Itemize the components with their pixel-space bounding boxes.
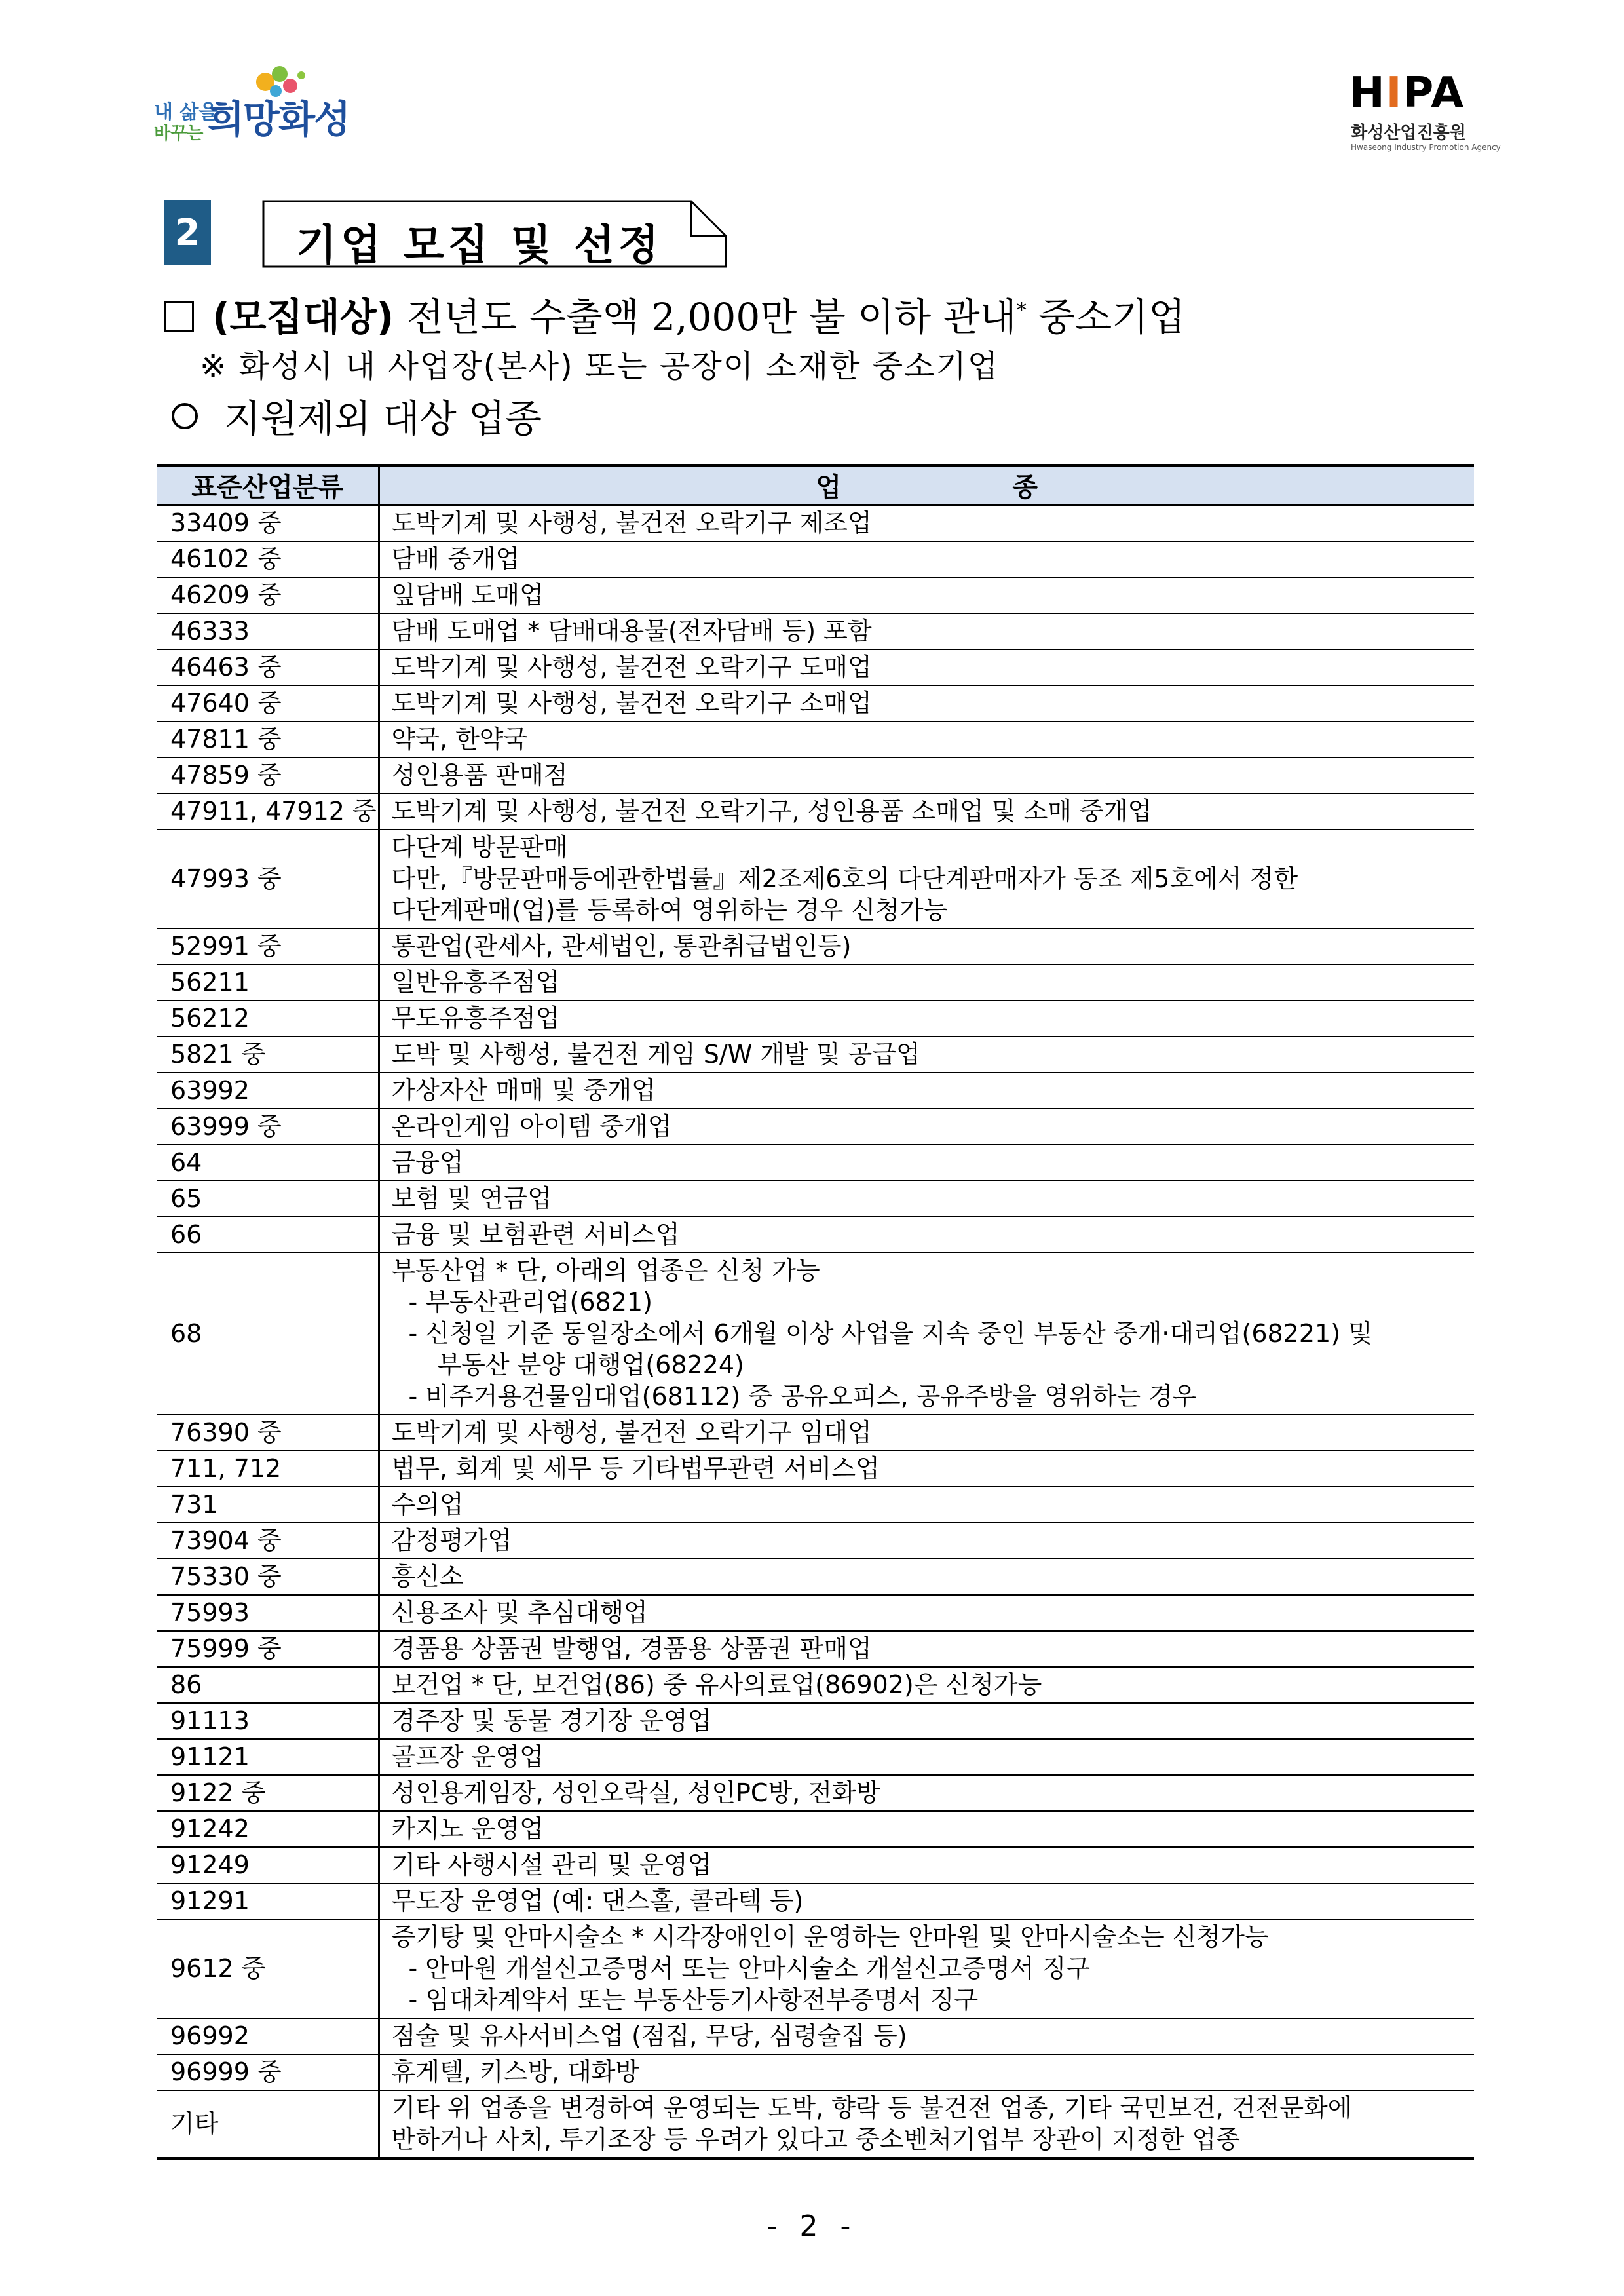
- description-line: 도박 및 사행성, 불건전 게임 S/W 개발 및 공급업: [391, 1040, 920, 1069]
- table-row: [157, 1181, 1474, 1217]
- industry-code: 75993: [157, 1595, 379, 1631]
- industry-code: 5821 중: [157, 1037, 379, 1073]
- description-line: 금융 및 보험관련 서비스업: [391, 1220, 680, 1249]
- description-line: 점술 및 유사서비스업 (점집, 무당, 심령술집 등): [391, 2021, 907, 2050]
- industry-code: 91113: [157, 1703, 379, 1739]
- industry-code: 47993 중: [157, 830, 379, 928]
- description-line: - 안마원 개설신고증명서 또는 안마시술소 개설신고증명서 징구: [408, 1954, 1091, 1983]
- industry-description: [379, 649, 1474, 685]
- description-line: 경품용 상품권 발행업, 경품용 상품권 판매업: [391, 1634, 872, 1663]
- industry-code: 47911, 47912 중: [157, 794, 379, 830]
- description-line: 도박기계 및 사행성, 불건전 오락기구 소매업: [391, 689, 872, 718]
- industry-description: [379, 1145, 1474, 1181]
- table-header-row: [157, 465, 1474, 505]
- description-line: - 부동산관리업(6821): [408, 1288, 652, 1316]
- table-row: [157, 649, 1474, 685]
- industry-description: [379, 1451, 1474, 1487]
- industry-description: [379, 1631, 1474, 1667]
- industry-code: 76390 중: [157, 1415, 379, 1451]
- industry-description: [379, 1523, 1474, 1559]
- description-line: 다만,『방문판매등에관한법률』제2조제6호의 다단계판매자가 동조 제5호에서 정한: [391, 864, 1298, 893]
- industry-description: [379, 2018, 1474, 2054]
- table-row: [157, 1451, 1474, 1487]
- industry-description: [379, 1883, 1474, 1919]
- industry-description: [379, 928, 1474, 965]
- exclusion-industry-table: [157, 464, 1474, 2160]
- description-line: 보건업 * 단, 보건업(86) 중 유사의료업(86902)은 신청가능: [391, 1670, 1042, 1699]
- table-row: [157, 721, 1474, 757]
- description-line: 신용조사 및 추심대행업: [391, 1598, 648, 1627]
- description-line: 법무, 회계 및 세무 등 기타법무관련 서비스업: [391, 1454, 880, 1483]
- table-row: [157, 757, 1474, 794]
- description-line: 담배 도매업 * 담배대용물(전자담배 등) 포함: [391, 617, 872, 645]
- industry-code: 68: [157, 1253, 379, 1415]
- industry-description: [379, 1181, 1474, 1217]
- table-row: [157, 1253, 1474, 1415]
- description-line: 무도장 운영업 (예: 댄스홀, 콜라텍 등): [391, 1886, 804, 1915]
- industry-description: [379, 541, 1474, 577]
- table-row: [157, 1109, 1474, 1145]
- industry-code: 75999 중: [157, 1631, 379, 1667]
- industry-code: 86: [157, 1667, 379, 1703]
- table-row: [157, 1883, 1474, 1919]
- industry-code: 73904 중: [157, 1523, 379, 1559]
- industry-code: 47811 중: [157, 721, 379, 757]
- description-line: 흥신소: [391, 1562, 464, 1591]
- industry-description: [379, 1559, 1474, 1595]
- exclusion-subheading: [172, 396, 542, 441]
- description-line: - 신청일 기준 동일장소에서 6개월 이상 사업을 지속 중인 부동산 중개·대리업(68221) 및: [408, 1319, 1372, 1348]
- industry-code: 46333: [157, 613, 379, 649]
- industry-description: [379, 1037, 1474, 1073]
- industry-description: [379, 965, 1474, 1001]
- industry-code: 731: [157, 1487, 379, 1523]
- industry-description: [379, 1667, 1474, 1703]
- industry-code: 63999 중: [157, 1109, 379, 1145]
- industry-code: 46209 중: [157, 577, 379, 613]
- table-row: [157, 1811, 1474, 1847]
- target-note: ※ 화성시 내 사업장(본사) 또는 공장이 소재한 중소기업: [200, 348, 1000, 385]
- description-line: 금융업: [391, 1148, 464, 1177]
- description-line: 부동산업 * 단, 아래의 업종은 신청 가능: [391, 1256, 820, 1285]
- description-line: 도박기계 및 사행성, 불건전 오락기구 임대업: [391, 1418, 872, 1447]
- description-line: 담배 중개업: [391, 545, 520, 573]
- table-row: [157, 541, 1474, 577]
- table-row: [157, 1667, 1474, 1703]
- industry-description: [379, 1253, 1474, 1415]
- industry-code: 91291: [157, 1883, 379, 1919]
- description-line: 성인용게임장, 성인오락실, 성인PC방, 전화방: [391, 1778, 880, 1807]
- table-row: [157, 928, 1474, 965]
- checkbox-icon: [164, 301, 194, 332]
- table-row: [157, 685, 1474, 721]
- industry-code: 711, 712: [157, 1451, 379, 1487]
- table-row: [157, 1487, 1474, 1523]
- description-line: 잎담배 도매업: [391, 581, 544, 609]
- description-line: - 임대차계약서 또는 부동산등기사항전부증명서 징구: [408, 1985, 979, 2014]
- subheading-text: 지원제외 대상 업종: [224, 396, 542, 441]
- industry-code: 9612 중: [157, 1919, 379, 2018]
- industry-description: [379, 830, 1474, 928]
- hwaseong-slogan-logo: [147, 62, 357, 151]
- logo-text-main: 희망화성: [208, 97, 350, 142]
- table-row: [157, 1775, 1474, 1811]
- hipa-subtitle: Hwaseong Industry Promotion Agency: [1351, 143, 1501, 152]
- industry-code: 65: [157, 1181, 379, 1217]
- description-line: 부동산 분양 대행업(68224): [437, 1350, 744, 1379]
- industry-description: [379, 1775, 1474, 1811]
- description-line: 증기탕 및 안마시술소 * 시각장애인이 운영하는 안마원 및 안마시술소는 신청가능: [391, 1923, 1269, 1951]
- description-line: 감정평가업: [391, 1526, 512, 1555]
- industry-description: [379, 1415, 1474, 1451]
- industry-description: [379, 2054, 1474, 2090]
- description-line: 경주장 및 동물 경기장 운영업: [391, 1706, 712, 1735]
- industry-description: [379, 505, 1474, 542]
- table-row: [157, 1631, 1474, 1667]
- target-text: 전년도 수출액 2,000만 불 이하 관내: [407, 295, 1017, 339]
- description-line: 기타 위 업종을 변경하여 운영되는 도박, 향락 등 불건전 업종, 기타 국민보건, 건전문화에: [391, 2094, 1352, 2122]
- table-row: [157, 1595, 1474, 1631]
- table-row: [157, 830, 1474, 928]
- industry-code: 56212: [157, 1001, 379, 1037]
- description-line: 다단계 방문판매: [391, 833, 568, 862]
- industry-code: 96999 중: [157, 2054, 379, 2090]
- table-row: [157, 1739, 1474, 1775]
- section-number: 2: [164, 200, 211, 265]
- industry-code: 96992: [157, 2018, 379, 2054]
- description-line: 기타 사행시설 관리 및 운영업: [391, 1850, 712, 1879]
- industry-description: [379, 1073, 1474, 1109]
- industry-code: 64: [157, 1145, 379, 1181]
- table-row: [157, 1145, 1474, 1181]
- industry-description: [379, 1919, 1474, 2018]
- description-line: 도박기계 및 사행성, 불건전 오락기구 제조업: [391, 508, 872, 537]
- industry-code: 46102 중: [157, 541, 379, 577]
- description-line: 수의업: [391, 1490, 464, 1519]
- hipa-mark: HIPA: [1350, 69, 1465, 117]
- page-number: - 2 -: [766, 2210, 858, 2243]
- description-line: 다단계판매(업)를 등록하여 영위하는 경우 신청가능: [391, 896, 948, 925]
- hipa-logo: [1350, 69, 1501, 161]
- table-row: [157, 577, 1474, 613]
- industry-description: [379, 613, 1474, 649]
- section-title-box: [262, 200, 727, 268]
- table-row: [157, 1559, 1474, 1595]
- table-row: [157, 1523, 1474, 1559]
- target-tail: 중소기업: [1038, 295, 1186, 339]
- table-row: [157, 2054, 1474, 2090]
- recruitment-target: [164, 295, 1186, 339]
- table-row: [157, 1217, 1474, 1253]
- industry-description: [379, 1847, 1474, 1883]
- description-line: 성인용품 판매점: [391, 761, 568, 790]
- target-mark: *: [1016, 299, 1027, 322]
- description-line: 휴게텔, 키스방, 대화방: [391, 2057, 640, 2086]
- industry-code: 63992: [157, 1073, 379, 1109]
- description-line: 골프장 운영업: [391, 1742, 544, 1771]
- description-line: 도박기계 및 사행성, 불건전 오락기구 도매업: [391, 653, 872, 681]
- industry-code: 91121: [157, 1739, 379, 1775]
- description-line: 가상자산 매매 및 중개업: [391, 1076, 656, 1105]
- industry-code: 91242: [157, 1811, 379, 1847]
- industry-code: 66: [157, 1217, 379, 1253]
- table-row: [157, 1001, 1474, 1037]
- description-line: 보험 및 연금업: [391, 1184, 552, 1213]
- description-line: 무도유흥주점업: [391, 1004, 560, 1033]
- industry-description: [379, 1109, 1474, 1145]
- table-row: [157, 1847, 1474, 1883]
- industry-code: 47640 중: [157, 685, 379, 721]
- industry-code: 75330 중: [157, 1559, 379, 1595]
- industry-description: [379, 1739, 1474, 1775]
- description-line: 도박기계 및 사행성, 불건전 오락기구, 성인용품 소매업 및 소매 중개업: [391, 797, 1152, 826]
- industry-description: [379, 1703, 1474, 1739]
- industry-code: 56211: [157, 965, 379, 1001]
- industry-description: [379, 1001, 1474, 1037]
- target-label: (모집대상): [212, 295, 394, 339]
- industry-description: [379, 757, 1474, 794]
- industry-code: 기타: [157, 2090, 379, 2158]
- description-line: 온라인게임 아이템 중개업: [391, 1112, 672, 1141]
- table-row: [157, 1073, 1474, 1109]
- industry-description: [379, 685, 1474, 721]
- description-line: 약국, 한약국: [391, 725, 528, 754]
- industry-code: 47859 중: [157, 757, 379, 794]
- industry-description: [379, 1217, 1474, 1253]
- header-classification: 표준산업분류: [157, 465, 379, 505]
- description-line: 통관업(관세사, 관세법인, 통관취급법인등): [391, 932, 852, 961]
- description-line: 반하거나 사치, 투기조장 등 우려가 있다고 중소벤처기업부 장관이 지정한 업종: [391, 2125, 1240, 2154]
- industry-description: [379, 721, 1474, 757]
- table-row: [157, 1919, 1474, 2018]
- table-row: [157, 505, 1474, 542]
- hipa-name: 화성산업진흥원: [1351, 123, 1466, 143]
- table-row: [157, 613, 1474, 649]
- description-line: - 비주거용건물임대업(68112) 중 공유오피스, 공유주방을 영위하는 경우: [408, 1382, 1197, 1411]
- header-industry: 업 종: [379, 465, 1474, 505]
- table-row: [157, 1415, 1474, 1451]
- industry-code: 9122 중: [157, 1775, 379, 1811]
- industry-description: [379, 2090, 1474, 2158]
- table-row: [157, 1037, 1474, 1073]
- industry-description: [379, 1595, 1474, 1631]
- description-line: 카지노 운영업: [391, 1814, 544, 1843]
- industry-code: 46463 중: [157, 649, 379, 685]
- industry-code: 52991 중: [157, 928, 379, 965]
- table-row: [157, 965, 1474, 1001]
- description-line: 일반유흥주점업: [391, 968, 560, 997]
- logo-text-line2: 바꾸는: [154, 124, 204, 144]
- table-row: [157, 2090, 1474, 2158]
- industry-description: [379, 577, 1474, 613]
- table-row: [157, 1703, 1474, 1739]
- table-row: [157, 2018, 1474, 2054]
- industry-code: 33409 중: [157, 505, 379, 542]
- logo-text-line1: 내 삶을: [154, 101, 218, 124]
- circle-bullet-icon: [172, 403, 198, 429]
- industry-description: [379, 1811, 1474, 1847]
- industry-description: [379, 1487, 1474, 1523]
- industry-code: 91249: [157, 1847, 379, 1883]
- industry-description: [379, 794, 1474, 830]
- section-title: 기업 모집 및 선정: [296, 221, 663, 270]
- table-row: [157, 794, 1474, 830]
